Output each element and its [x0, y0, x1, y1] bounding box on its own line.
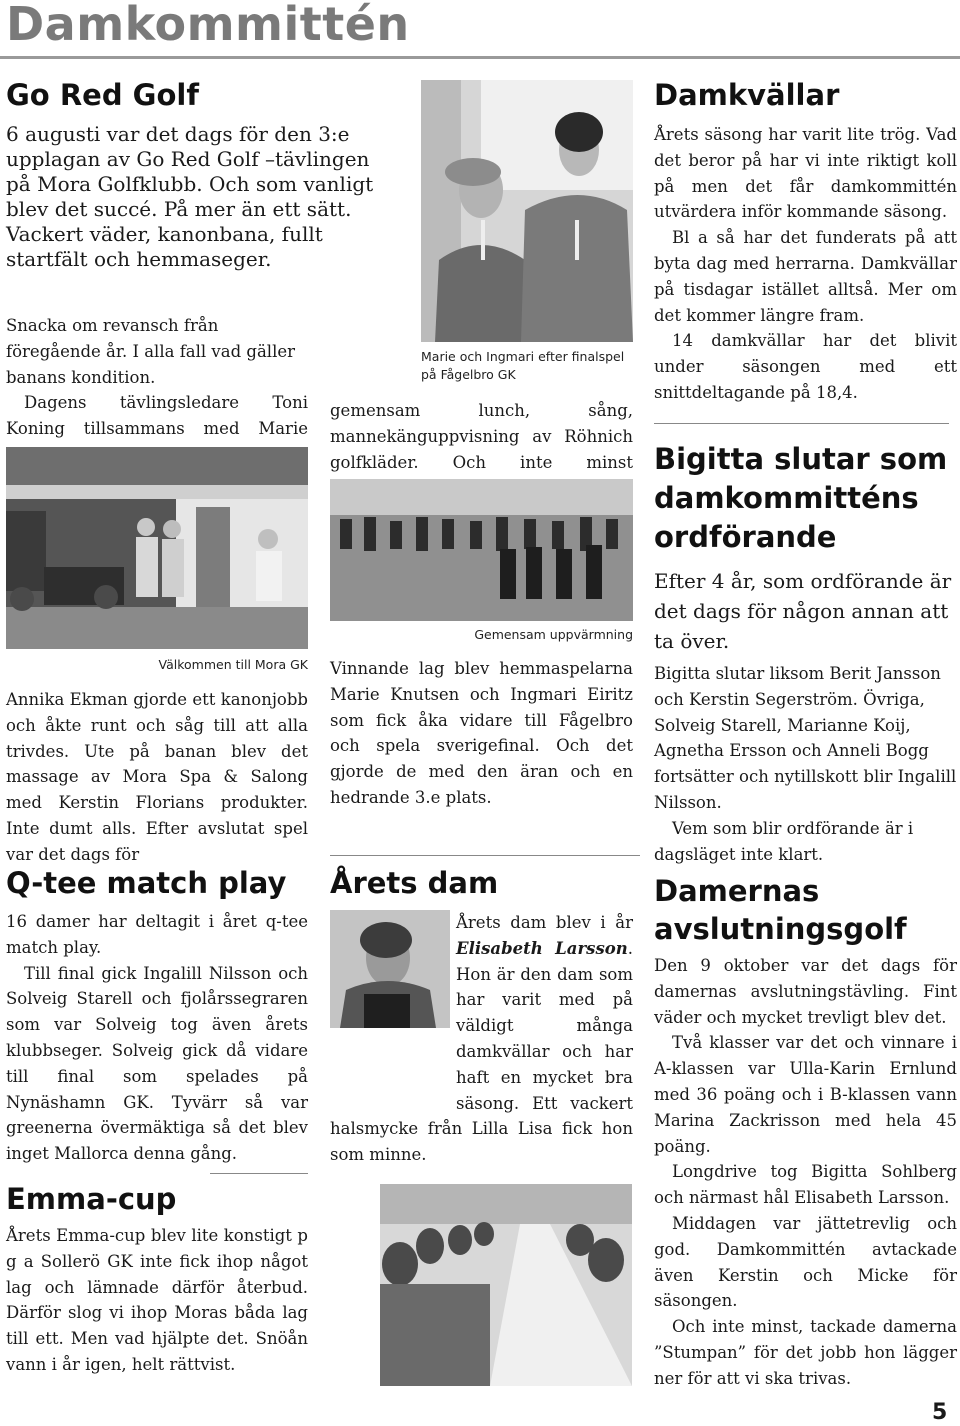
damkvallar-text [654, 122, 957, 406]
go-red-golf-heading: Go Red Golf [6, 78, 199, 112]
photo-warmup-image [330, 479, 633, 621]
paragraph: Bigitta slutar liksom Berit Jansson och Kerstin Segerström. Övriga, Solveig Starell, Marianne Koij, Agnetha Ersson och Anneli Bogg fortsätter och nytillskott blir Ingalill Nilsson. [654, 664, 957, 812]
page-title: Damkommittén [6, 0, 410, 51]
photo-wrap-space [330, 910, 456, 1116]
paragraph: Bl a så har det funderats på att byta dag med herrarna. Damkvällar på tisdagar istället alltså. Mer om det kommer längre fram. [654, 228, 957, 325]
arets-dam-heading: Årets dam [330, 866, 499, 900]
masthead-rule [0, 56, 960, 59]
photo-dinner [380, 1184, 632, 1386]
emma-cup-text: Årets Emma-cup blev lite konstigt p g a Sollerö GK inte fick ihop något lag och lämnade därför återbud. Därför slog vi ihop Moras båda lag till ett. Men vad hjälpte det. Snöån vann i år igen, helt rättvist. [6, 1226, 308, 1374]
paragraph: Den 9 oktober var det dags för damernas avslutningstävling. Fint väder och mycket trevligt blev det. [654, 956, 957, 1027]
photo-caption: Marie och Ingmari efter finalspel på Fågelbro GK [421, 349, 625, 382]
damernas-text [654, 953, 957, 1392]
photo-dinner-image [380, 1184, 632, 1386]
go-red-golf-text-3: gemensam lunch, sång, mannekänguppvisning av Röhnich golfkläder. Och inte minst [330, 401, 633, 472]
paragraph: Snacka om revansch från föregående år. I alla fall vad gäller banans kondition. [6, 316, 296, 387]
paragraph: Årets säsong har varit lite trög. Vad det beror på har vi inte riktigt koll på men det får damkommittén utvärdera inför kommande säsong. [654, 125, 957, 222]
bigitta-text [654, 661, 957, 867]
paragraph: Longdrive tog Bigitta Sohlberg och närmast hål Elisabeth Larsson. [654, 1162, 957, 1208]
paragraph: Vem som blir ordförande är i dagsläget inte klart. [654, 818, 914, 864]
text-run: Årets dam blev i år [456, 913, 633, 932]
photo-welcome-mora [6, 447, 308, 649]
photo-caption: Gemensam uppvärmning [474, 627, 633, 642]
bigitta-lead: Efter 4 år, som ordförande är det dags för någon annan att ta över. [654, 569, 952, 653]
paragraph: Till final gick Ingalill Nilsson och Solveig Starell och fjolårssegraren som var Solveig tog även årets klubbseger. Solveig gick då vidare till final som spelades på Nynäshamn GK. Tyvärr så var greenerna övermäktiga så det blev inget Mallorca denna gång. [6, 963, 308, 1164]
paragraph: Och inte minst, tackade damerna ”Stumpan” för det jobb hon lägger ner för att vi ska trivas. [654, 1317, 957, 1388]
paragraph: Middagen var jättetrevlig och god. Damkommittén avtackade även Kerstin och Micke för säsongen. [654, 1213, 957, 1311]
winner-name: Elisabeth Larsson [456, 938, 628, 958]
arets-dam-text [330, 910, 633, 1168]
bigitta-heading: Bigitta slutar som damkommitténs ordförande [654, 442, 948, 554]
photo-welcome-mora-image [6, 447, 308, 649]
qtee-text [6, 909, 308, 1167]
damkvallar-heading: Damkvällar [654, 78, 840, 112]
damernas-heading: Damernas avslutningsgolf [654, 874, 907, 946]
photo-warmup [330, 479, 633, 621]
go-red-golf-text-2: Annika Ekman gjorde ett kanonjobb och åkte runt och såg till att alla trivdes. Ute på banan blev det massage av Mora Spa & Salong med Kerstin Florians produkter. Inte dumt alls. Efter avslutat spel var det dags för [6, 690, 308, 864]
photo-marie-ingmari-image [421, 80, 633, 342]
go-red-golf-text-1 [6, 313, 308, 468]
section-divider [210, 1173, 308, 1174]
go-red-golf-lead: 6 augusti var det dags för den 3:e upplagan av Go Red Golf –tävlingen på Mora Golfklubb. Och som vanligt blev det succé. På mer än ett sätt. Vackert väder, kanonbana, fullt startfält och hemmaseger. [6, 122, 374, 271]
paragraph: 16 damer har deltagit i året q-tee match play. [6, 912, 308, 957]
go-red-golf-text-4: Vinnande lag blev hemmaspelarna Marie Knutsen och Ingmari Eiritz som fick åka vidare till Fågelbro och spela sverigefinal. Och det gjorde de med den äran och en hedrande 3.e plats. [330, 659, 633, 807]
emma-cup-heading: Emma-cup [6, 1182, 177, 1216]
photo-marie-ingmari [421, 80, 633, 342]
paragraph: Två klasser var det och vinnare i A-klassen var Ulla-Karin Ernlund med 36 poäng och i B-klassen vann Marina Zackrisson med hela 45 poäng. [654, 1033, 957, 1156]
section-divider [654, 423, 949, 424]
page-number: 5 [932, 1400, 948, 1425]
paragraph: Dagens tävlingsledare Toni Koning tillsammans med Marie [6, 393, 308, 439]
photo-caption: Välkommen till Mora GK [158, 657, 308, 672]
paragraph: 14 damkvällar har det blivit under säsongen med ett snittdeltagande på 18,4. [654, 331, 957, 402]
section-divider [330, 855, 640, 856]
qtee-heading: Q-tee match play [6, 866, 287, 900]
text-run: . Hon är den dam som har varit med på väldigt många damkvällar och har haft en mycket bra säsong. Ett vackert halsmycke från Lilla Lisa fick hon som minne. [330, 938, 633, 1165]
